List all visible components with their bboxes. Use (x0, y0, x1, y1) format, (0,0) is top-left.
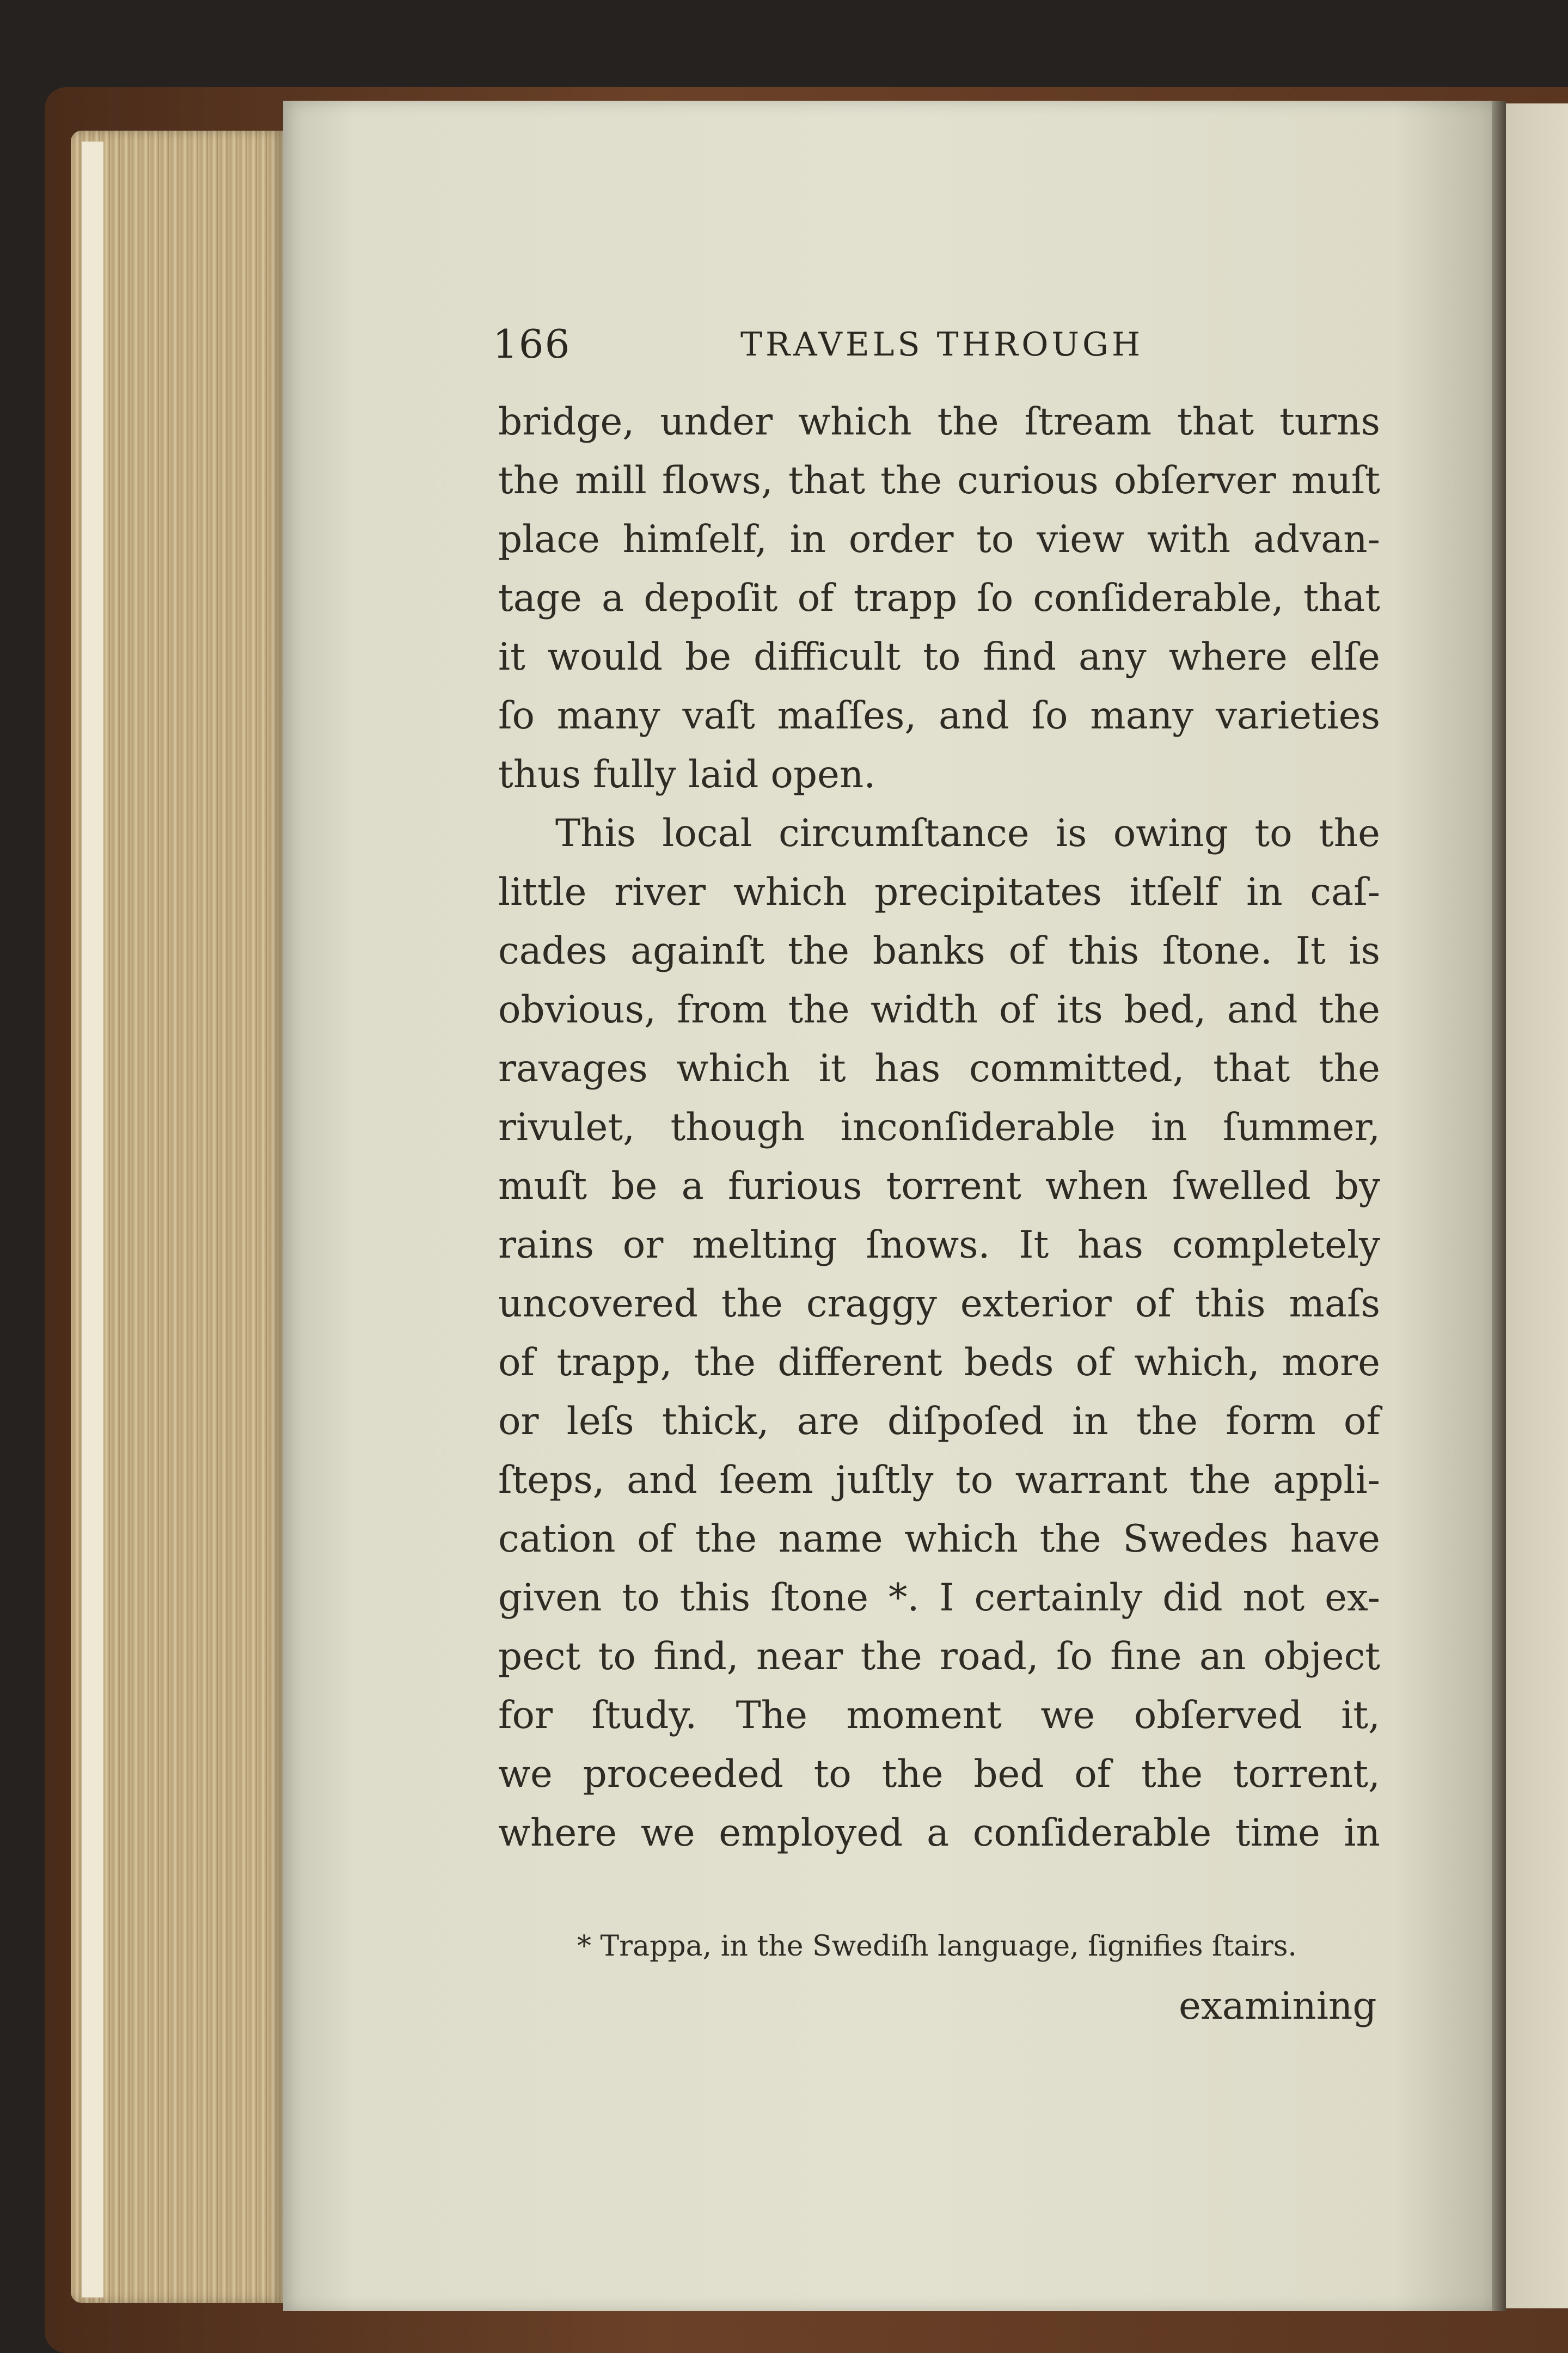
text-line: for ſtudy. The moment we obſerved it, (498, 1694, 1380, 1737)
text-line: This local circumſtance is owing to the (555, 812, 1380, 855)
text-line: it would be difficult to find any where elſe (498, 635, 1380, 679)
text-line: given to this ſtone *. I certainly did not ex- (498, 1576, 1380, 1620)
text-line: little river which precipitates itſelf in caſ- (498, 871, 1380, 914)
text-line: we proceeded to the bed of the torrent, (498, 1753, 1380, 1796)
text-line: ravages which it has committed, that the (498, 1047, 1380, 1090)
running-head: TRAVELS THROUGH (740, 326, 1144, 364)
text-line: cades againſt the banks of this ſtone. It is (498, 929, 1380, 973)
text-line: where we employed a conſiderable time in (498, 1811, 1380, 1855)
text-line: obvious, from the width of its bed, and the (498, 988, 1380, 1032)
catchword: examining (1179, 1984, 1377, 2028)
page-header (283, 321, 1492, 376)
text-line: cation of the name which the Swedes have (498, 1517, 1380, 1561)
footnote: * Trappa, in the Swediſh language, ſignifies ſtairs. (577, 1930, 1297, 1963)
text-line: tage a depoſit of trapp ſo conſiderable, that (498, 577, 1380, 620)
text-line: ſo many vaſt maſſes, and ſo many varieties (498, 694, 1380, 738)
book-page (283, 101, 1492, 2311)
text-line: uncovered the craggy exterior of this maſs (498, 1282, 1380, 1326)
text-line: or leſs thick, are diſpoſed in the form of (498, 1400, 1380, 1443)
text-line: bridge, under which the ſtream that turns (498, 400, 1380, 444)
text-line: rains or melting ſnows. It has completely (498, 1223, 1380, 1267)
flyleaf (82, 142, 103, 2297)
gutter (1492, 101, 1506, 2311)
page-number: 166 (493, 321, 571, 367)
text-line: muſt be a furious torrent when ſwelled by (498, 1165, 1380, 1208)
text-line: pect to find, near the road, ſo fine an object (498, 1635, 1380, 1678)
text-line: the mill flows, that the curious obſerver muſt (498, 459, 1380, 503)
facing-page-edge (1506, 103, 1568, 2308)
text-line: thus fully laid open. (498, 753, 876, 796)
text-line: ſteps, and ſeem juſtly to warrant the appli- (498, 1459, 1380, 1502)
text-line: of trapp, the different beds of which, more (498, 1341, 1380, 1384)
text-line: rivulet, though inconſiderable in ſummer, (498, 1106, 1380, 1149)
text-line: place himſelf, in order to view with advan- (498, 518, 1380, 561)
